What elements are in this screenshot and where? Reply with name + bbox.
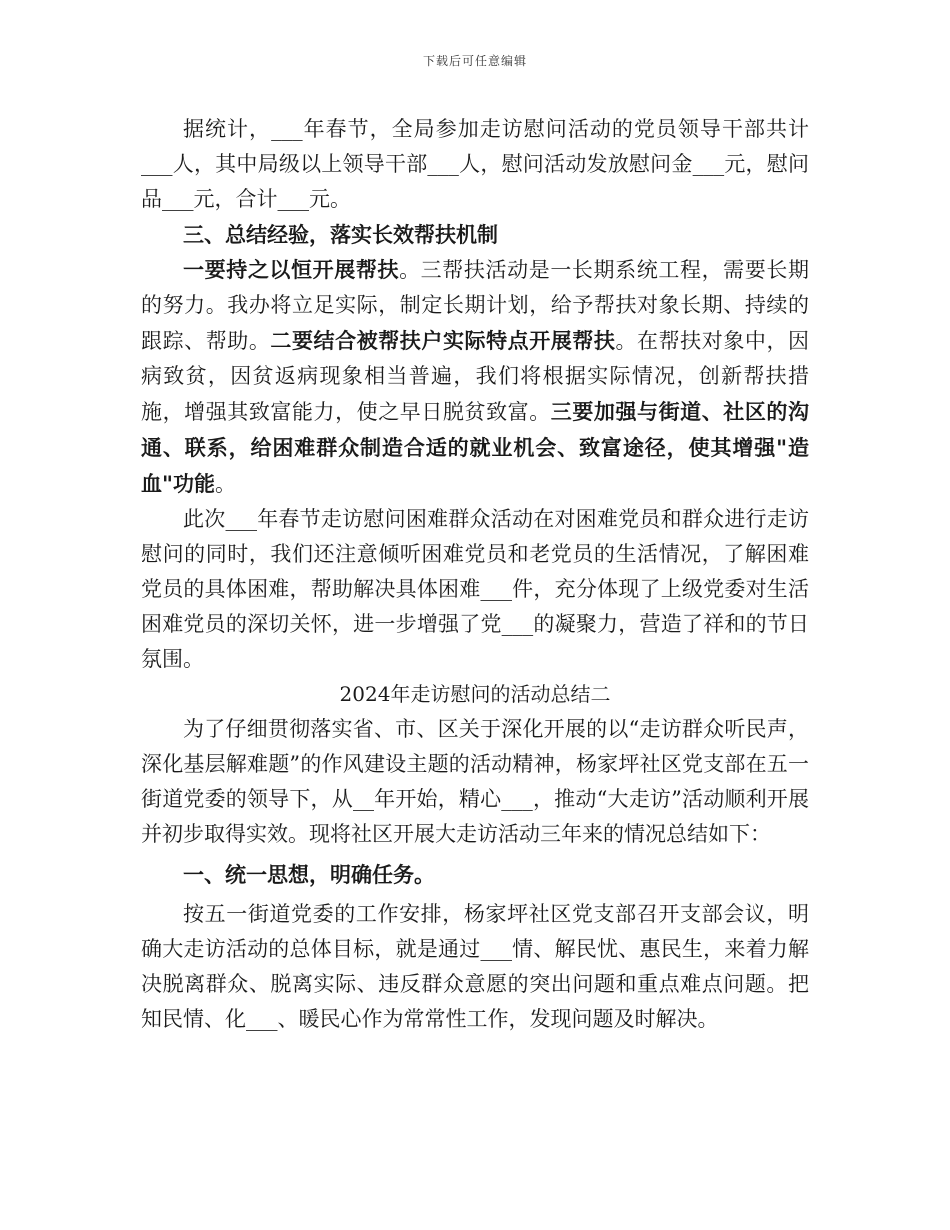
document-title-2: 2024年走访慰问的活动总结二 xyxy=(339,682,611,706)
page-header: 下载后可任意编辑 xyxy=(422,54,527,68)
measure-3-text: 。 xyxy=(214,472,236,496)
section-heading-3: 三、总结经验，落实长效帮扶机制 xyxy=(183,222,498,247)
paragraph-measures xyxy=(141,252,809,502)
paragraph-statistics: 据统计，___年春节，全局参加走访慰问活动的党员领导干部共计___人，其中局级以上领导干部___人，慰问活动发放慰问金___元，慰问品___元，合计___元。 xyxy=(141,117,809,211)
measure-3-heading: 三要加强与街道、社区的沟通、联系，给困难群众制造合适的就业机会、致富途径，使其增强"造血"功能 xyxy=(141,399,809,496)
measure-1-text: 。三帮扶活动是一长期系统工程，需要长期的努力。我办将立足实际，制定长期计划，给予帮扶对象长期、持续的跟踪、帮助。 xyxy=(141,258,810,353)
measure-2-text: 。在帮扶对象中，因病致贫，因贫返病现象相当普遍，我们将根据实际情况，创新帮扶措施，增强其致富能力，使之早日脱贫致富。 xyxy=(141,329,810,424)
paragraph-summary: 此次___年春节走访慰问困难群众活动在对困难党员和群众进行走访慰问的同时，我们还注意倾听困难党员和老党员的生活情况，了解困难党员的具体困难，帮助解决具体困难___件，充分体现了上级党委对生活困难党员的深切关怀，进一步增强了党___的凝聚力，营造了祥和的节日氛围。 xyxy=(141,507,809,671)
paragraph-intro: 为了仔细贯彻落实省、市、区关于深化开展的以“走访群众听民声，深化基层解难题”的作风建设主题的活动精神，杨家坪社区党支部在五一街道党委的领导下，从__年开始，精心___，推动“大走访”活动顺利开展并初步取得实效。现将社区开展大走访活动三年来的情况总结如下： xyxy=(141,717,809,846)
paragraph-arrangement: 按五一街道党委的工作安排，杨家坪社区党支部召开支部会议，明确大走访活动的总体目标，就是通过___情、解民忧、惠民生，来着力解决脱离群众、脱离实际、违反群众意愿的突出问题和重点难点问题。把知民情、化___、暖民心作为常常性工作，发现问题及时解决。 xyxy=(141,902,809,1031)
measure-2-heading: 二要结合被帮扶户实际特点开展帮扶 xyxy=(270,328,616,353)
document-body xyxy=(141,112,809,1037)
section-heading-1: 一、统一思想，明确任务。 xyxy=(183,862,435,887)
measure-1-heading: 一要持之以恒开展帮扶 xyxy=(183,257,400,282)
